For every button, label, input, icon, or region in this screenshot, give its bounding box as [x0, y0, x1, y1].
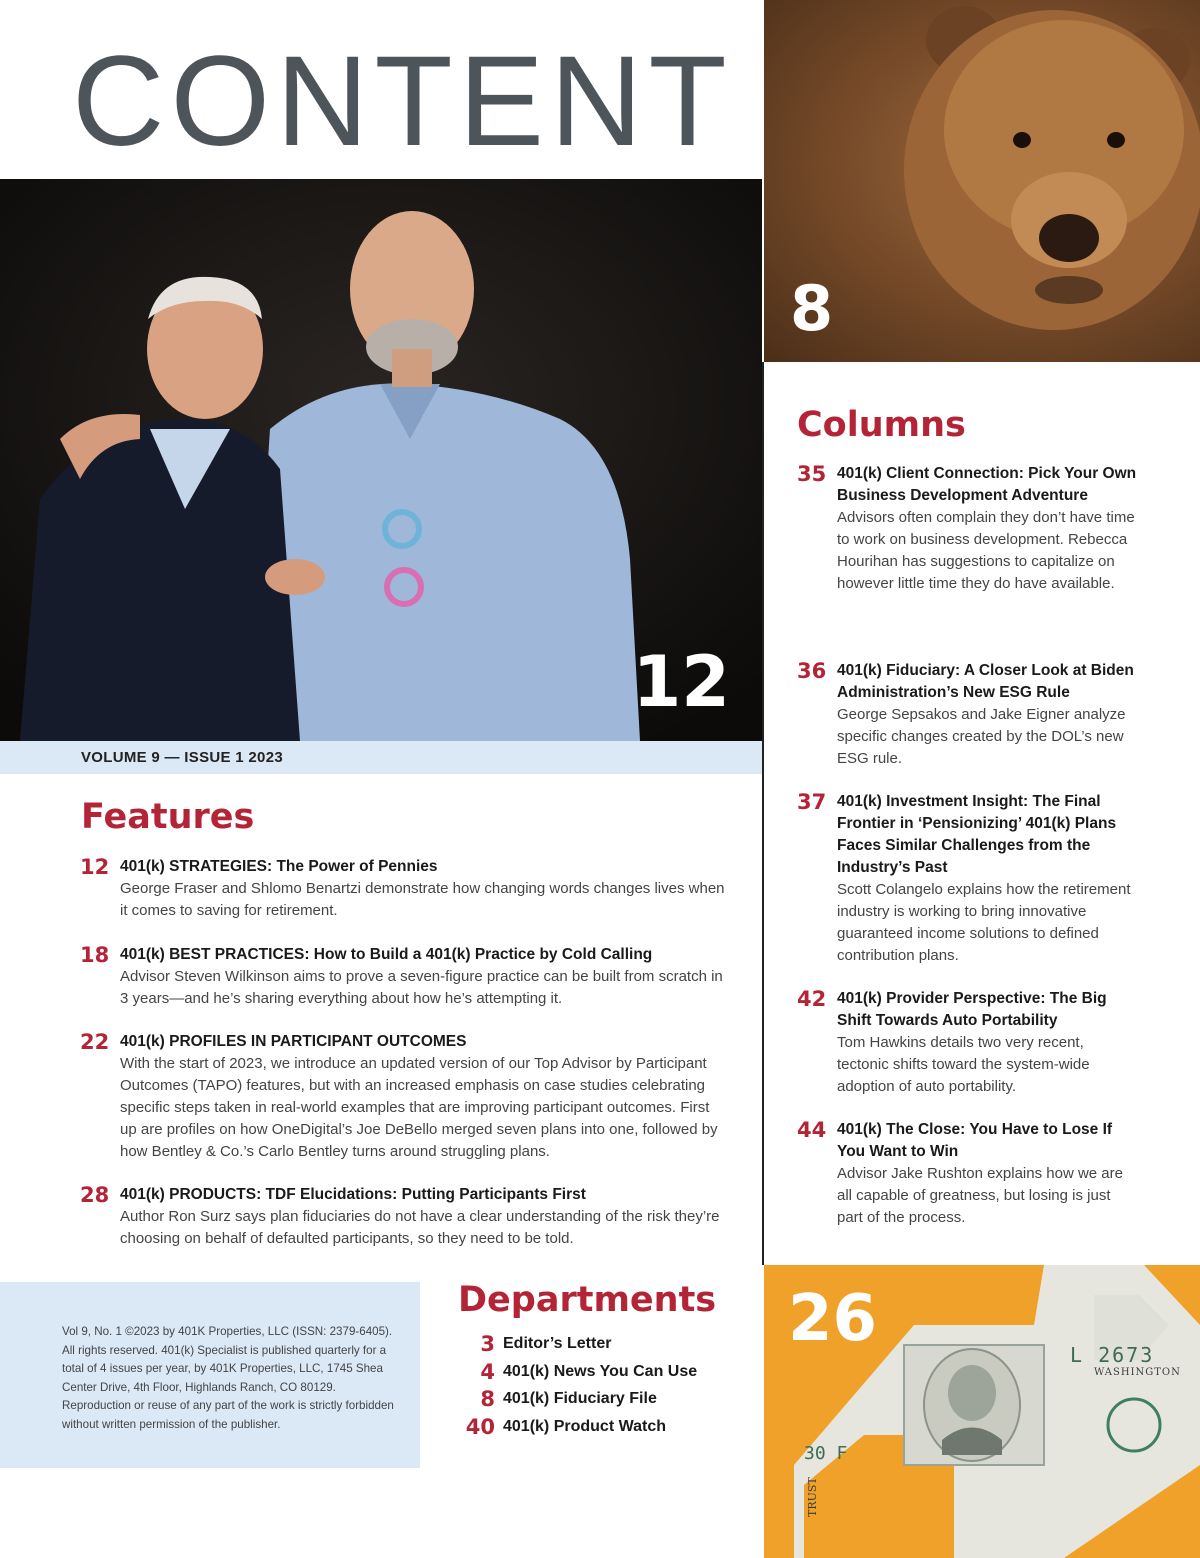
- column-page-num: 36: [797, 659, 827, 683]
- bill-series: 30 F: [804, 1443, 848, 1464]
- department-entry[interactable]: [465, 1415, 666, 1439]
- feature-description: Advisor Steven Wilkinson aims to prove a seven-figure practice can be built from scratch in 3 years—and he’s sharing everything about how he’s attempting it.: [120, 968, 723, 1007]
- bear-page-number: 8: [790, 272, 834, 345]
- column-page-num: 44: [797, 1118, 827, 1142]
- department-page-num: 4: [480, 1360, 495, 1384]
- cover-photo-money: [764, 1265, 1200, 1558]
- department-page-num: 3: [480, 1332, 495, 1356]
- department-page-num: 8: [480, 1387, 495, 1411]
- page-title: CONTENT: [72, 30, 733, 173]
- column-description: Tom Hawkins details two very recent, tectonic shifts toward the system-wide adoption of auto portability.: [837, 1034, 1090, 1095]
- feature-description: With the start of 2023, we introduce an updated version of our Top Advisor by Participant Outcomes (TAPO) features, but with an increased emphasis on case studies celebrating specific steps taken in real-world examples that are improving participant outcomes. First up are profiles on how OneDigital’s Joe DeBello merged seven plans into one, followed by how Bentley & Co.’s Carlo Bentley turns around struggling plans.: [120, 1055, 718, 1160]
- column-description: George Sepsakos and Jake Eigner analyze specific changes created by the DOL’s new ESG rule.: [837, 706, 1126, 767]
- department-entry[interactable]: [480, 1387, 657, 1411]
- department-entry[interactable]: [480, 1360, 698, 1384]
- cover-photo-bear: [764, 0, 1200, 362]
- feature-page-number: 12: [632, 641, 730, 723]
- column-divider: [762, 362, 764, 1265]
- cover-photo-men: [0, 179, 762, 741]
- column-title: 401(k) The Close: You Have to Lose If You Want to Win: [837, 1121, 1113, 1160]
- departments-heading: Departments: [458, 1280, 717, 1320]
- column-entry[interactable]: [797, 1118, 1137, 1229]
- feature-entry[interactable]: [80, 1183, 730, 1250]
- column-page-num: 42: [797, 987, 827, 1011]
- column-entry[interactable]: [797, 987, 1137, 1098]
- feature-entry[interactable]: [80, 855, 730, 922]
- column-title: 401(k) Investment Insight: The Final Frontier in ‘Pensionizing’ 401(k) Plans Faces Similar Challenges from the Industry’s Past: [837, 793, 1117, 876]
- feature-description: George Fraser and Shlomo Benartzi demonstrate how changing words changes lives when it comes to saving for retirement.: [120, 880, 725, 919]
- column-entry[interactable]: [797, 462, 1137, 595]
- feature-title: 401(k) PRODUCTS: TDF Elucidations: Putting Participants First: [120, 1186, 586, 1203]
- column-description: Advisor Jake Rushton explains how we are all capable of greatness, but losing is just part of the process.: [837, 1165, 1123, 1226]
- column-title: 401(k) Fiduciary: A Closer Look at Biden Administration’s New ESG Rule: [837, 662, 1134, 701]
- department-title: 401(k) Fiduciary File: [503, 1390, 657, 1407]
- department-title: 401(k) Product Watch: [503, 1418, 666, 1435]
- colophon-text: Vol 9, No. 1 ©2023 by 401K Properties, LLC (ISSN: 2379-6405). All rights reserved. 401(k) Specialist is published quarterly for a total of 4 issues per year, by 401K Properties, LLC, 1745 Shea Center Drive, 4th Floor, Highlands Ranch, CO 80129. Reproduction or reuse of any part of the work is strictly forbidden without written permission of the publisher.: [62, 1325, 394, 1431]
- feature-page-num: 22: [80, 1030, 110, 1054]
- bill-city: WASHINGTON: [1094, 1367, 1181, 1378]
- columns-heading: Columns: [797, 405, 966, 445]
- feature-title: 401(k) STRATEGIES: The Power of Pennies: [120, 858, 438, 875]
- feature-title: 401(k) BEST PRACTICES: How to Build a 401(k) Practice by Cold Calling: [120, 946, 653, 963]
- column-title: 401(k) Provider Perspective: The Big Shift Towards Auto Portability: [837, 990, 1107, 1029]
- column-page-num: 37: [797, 790, 827, 814]
- column-page-num: 35: [797, 462, 827, 486]
- money-page-number: 26: [788, 1282, 878, 1356]
- feature-entry[interactable]: [80, 943, 730, 1010]
- department-title: 401(k) News You Can Use: [503, 1363, 698, 1380]
- department-entry[interactable]: [480, 1332, 612, 1356]
- column-title: 401(k) Client Connection: Pick Your Own Business Development Adventure: [837, 465, 1137, 504]
- department-title: Editor’s Letter: [503, 1335, 612, 1352]
- bill-serial: L 2673: [1070, 1343, 1155, 1367]
- column-description: Scott Colangelo explains how the retirement industry is working to bring innovative guaranteed income solutions to defined contribution plans.: [837, 881, 1131, 964]
- feature-entry[interactable]: [80, 1030, 730, 1163]
- feature-description: Author Ron Surz says plan fiduciaries do not have a clear understanding of the risk they’re choosing on behalf of defaulted participants, so they need to be told.: [120, 1208, 720, 1247]
- features-heading: Features: [81, 797, 255, 837]
- feature-page-num: 12: [80, 855, 110, 879]
- bill-trust: TRUST: [806, 1477, 819, 1517]
- feature-page-num: 28: [80, 1183, 110, 1207]
- column-entry[interactable]: [797, 790, 1137, 967]
- feature-title: 401(k) PROFILES IN PARTICIPANT OUTCOMES: [120, 1033, 467, 1050]
- feature-page-num: 18: [80, 943, 110, 967]
- column-entry[interactable]: [797, 659, 1137, 770]
- volume-issue-label: VOLUME 9 — ISSUE 1 2023: [81, 749, 283, 766]
- column-description: Advisors often complain they don’t have time to work on business development. Rebecca Hourihan has suggestions to capitalize on however little time they do have available.: [837, 509, 1135, 592]
- department-page-num: 40: [465, 1415, 495, 1439]
